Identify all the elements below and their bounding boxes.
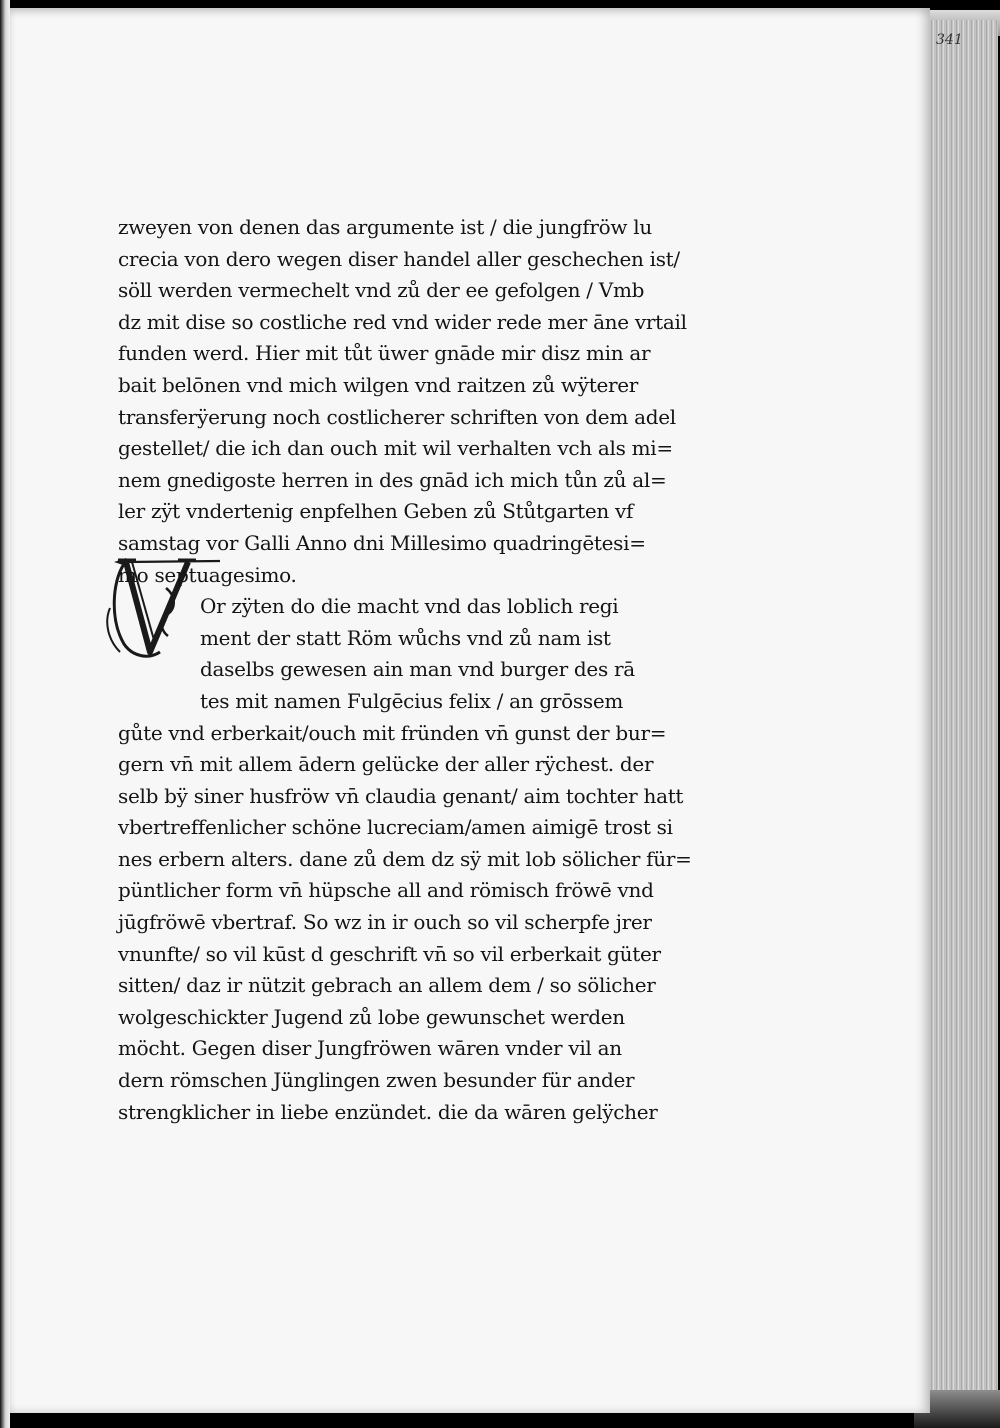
text-line: gůte vnd erberkait/ouch mit fründen vn̄ gunst der bur= xyxy=(118,720,667,745)
text-line: vbertreffenlicher schöne lucreciam/amen aimigē trost si xyxy=(118,815,673,840)
page-stack-fore-edge xyxy=(930,20,998,1412)
text-line: selb bÿ siner husfröw vn̄ claudia genant/ aim tochter hatt xyxy=(118,783,684,808)
text-line: Or zÿten do die macht vnd das loblich regi xyxy=(200,594,619,619)
text-line: dern römschen Jünglingen zwen besunder für ander xyxy=(118,1068,635,1093)
text-line: sitten/ daz ir nützit gebrach an allem dem / so sölicher xyxy=(118,973,656,998)
text-line: strengklicher in liebe enzündet. die da wāren gelÿcher xyxy=(118,1099,658,1124)
text-line: ler zÿt vndertenig enpfelhen Geben zů Stůtgarten vf xyxy=(118,499,634,524)
text-line: funden werd. Hier mit tůt üwer gnāde mir disz min ar xyxy=(118,341,651,366)
text-line: transferÿerung noch costlicherer schriften von dem adel xyxy=(118,404,676,429)
text-line: zweyen von denen das argumente ist / die jungfröw lu xyxy=(118,215,652,239)
text-line: söll werden vermechelt vnd zů der ee gefolgen / Vmb xyxy=(118,278,645,303)
text-line: samstag vor Galli Anno dni Millesimo quadringētesi= xyxy=(118,530,646,555)
paragraph-dedication xyxy=(118,212,687,591)
text-line: mo septuagesimo. xyxy=(118,562,297,587)
text-line: bait belōnen vnd mich wilgen vnd raitzen zů wÿterer xyxy=(118,372,639,397)
text-line: püntlicher form vn̄ hüpsche all and römisch fröwē vnd xyxy=(118,878,654,903)
blackletter-text-block xyxy=(118,212,692,1128)
paragraph-narrative xyxy=(118,591,692,1128)
text-line: dz mit dise so costliche red vnd wider rede mer āne vrtail xyxy=(118,309,687,334)
text-line: wolgeschickter Jugend zů lobe gewunschet werden xyxy=(118,1004,625,1029)
text-line: jūgfröwē vbertraf. So wz in ir ouch so vil scherpfe jrer xyxy=(118,910,652,935)
text-line: vnunfte/ so vil kūst d geschrift vn̄ so vil erberkait güter xyxy=(118,941,661,966)
text-line: ment der statt Röm wůchs vnd zů nam ist xyxy=(200,625,611,650)
text-line: gestellet/ die ich dan ouch mit wil verhalten vch als mi= xyxy=(118,436,673,461)
text-line: daselbs gewesen ain man vnd burger des rā xyxy=(200,657,635,682)
text-line: nes erbern alters. dane zů dem dz sÿ mit lob sölicher für= xyxy=(118,846,692,871)
text-line: gern vn̄ mit allem ādern gelücke der aller rÿchest. der xyxy=(118,752,654,777)
text-line: möcht. Gegen diser Jungfröwen wāren vnder vil an xyxy=(118,1036,622,1061)
facing-page-edge xyxy=(0,0,10,1428)
text-line: crecia von dero wegen diser handel aller geschechen ist/ xyxy=(118,246,680,271)
text-line: nem gnedigoste herren in des gnād ich mich tůn zů al= xyxy=(118,467,667,492)
text-line: tes mit namen Fulgēcius felix / an grōssem xyxy=(200,688,624,713)
folio-number: 341 xyxy=(936,32,963,48)
